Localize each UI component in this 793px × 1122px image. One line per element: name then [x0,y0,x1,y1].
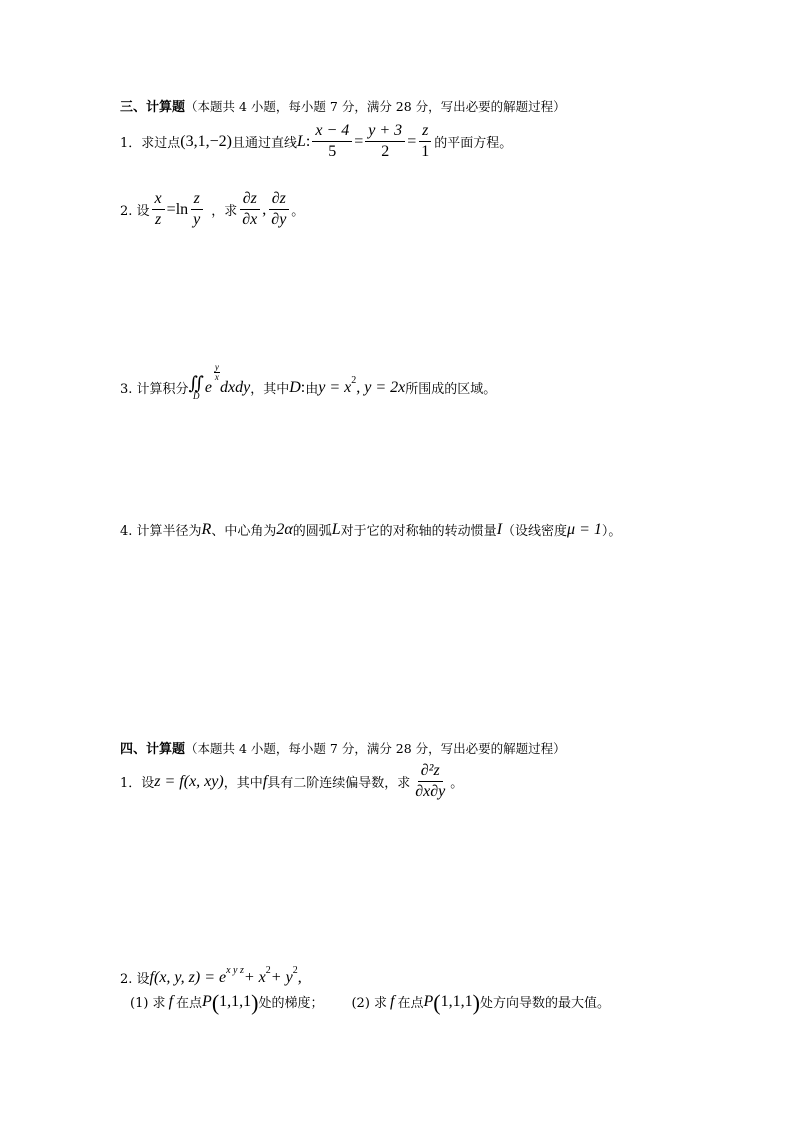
s3-question-4 [120,520,621,539]
section3-note: （本题共 4 小题，每小题 7 分，满分 28 分，写出必要的解题过程） [185,98,566,114]
s3q4-num: 4. 计算半径为 [120,524,202,539]
s4q2-part2-f: f [390,992,395,1010]
s4q2-part1-coords: 1,1,1 [219,992,252,1010]
s3q2-mid: ，求 [211,204,238,219]
section4-heading: 四、计算题 [120,742,186,757]
s3q3-exponent-frac: y x [214,361,219,382]
section4-note: （本题共 4 小题，每小题 7 分，满分 28 分，写出必要的解题过程） [185,740,566,756]
s4q2-part2-pre: (2) 求 [351,996,388,1011]
s3-question-1: 1．求过点 (3,1,−2) 且通过直线 L : $\frac{x - 4}{5}$ = $\frac{y + 3}{2}$ = $\frac{z}{1}$ 的平面方程。 [120,122,513,160]
s4q2-part2-tail: 处方向导数的最大值。 [479,996,610,1011]
s4q1-mid2: 具有二阶连续偏导数，求 [267,776,411,791]
s4q2-part2-coords: 1,1,1 [440,992,473,1010]
s3q4-radius: R [201,520,212,538]
s4-question-1 [120,762,463,801]
s3q3-region-pre: 由 [305,382,319,397]
s4q2-part1-tail: 处的梯度； [258,996,324,1011]
s4q2-func-lhs: f(x, y, z) = e [149,968,227,986]
s4q2-exponent: x y z [226,965,244,976]
s4q2-part1-mid: 在点 [176,996,203,1011]
s3q3-curve2: y = 2x [364,378,406,396]
s3q2-rhs: $\frac{z}{y}$ [190,190,203,229]
s3q1-tail: 的平面方程。 [434,136,513,151]
s3q3-exponential: e y x [204,361,219,396]
s4q1-f: f [262,772,268,790]
s4q1-num: 1．设 [120,776,155,791]
s3q3-region-label: D [289,378,301,396]
s3q1-point: (3,1,−2) [180,132,232,150]
section3-heading: 三、计算题 [120,100,186,115]
s3q4-arc: L [331,520,341,538]
double-integral-symbol: ∬ D [188,373,204,401]
s3q1-num: 1．求过点 [120,136,181,151]
s3q4-mid4: （设线密度 [502,524,568,539]
s3q3-mid: ，其中 [250,382,290,397]
s4-question-2: 2. 设 f(x, y, z) = e x y z + x 2 + y 2 , [120,965,302,987]
s3-question-2: 2. 设 $\frac{x}{z}$ = ln $\frac{z}{y}$ ，求 $\frac{\partial z}{\partial x}$ , $\frac{\partial z}{\partial y}$ 。 [120,190,305,228]
s3q3-integrand: dxdy [219,378,251,396]
s3q3-tail: 所围成的区域。 [405,382,497,397]
s4q2-part1-point: P [202,992,212,1010]
section3-heading-line [120,96,566,115]
s3q4-mid2: 的圆弧 [292,524,332,539]
section4-heading-line [120,738,566,757]
s3q2-tail: 。 [291,204,305,219]
s3q4-mid3: 对于它的对称轴的转动惯量 [340,524,497,539]
s3q1-frac1: $\frac{x - 4}{5}$ [312,122,352,161]
s3q1-mid: 且通过直线 [231,136,297,151]
s3q4-angle: 2α [276,520,293,538]
s3q2-num: 2. 设 [120,204,150,219]
s3q3-num: 3. 计算积分 [120,382,189,397]
s3q4-tail: ）。 [601,524,622,539]
s4q2-num: 2. 设 [120,972,150,987]
s3q1-line-label: L [296,132,306,150]
s4q2-part1-f: f [168,992,174,1010]
s4q1-tail: 。 [450,776,464,791]
s3q1-frac3: $\frac{z}{1}$ [418,122,432,161]
s3q4-density: μ = 1 [567,520,602,538]
s4q2-part2-mid: 在点 [397,996,424,1011]
s3q2-lhs: $\frac{x}{z}$ [152,190,165,229]
s4q2-part1-pre: (1) 求 [130,996,166,1011]
s3q2-ln: ln [175,200,189,218]
s4q1-func: z = f(x, xy) [154,772,224,790]
s4q2-part2-point: P [423,992,434,1010]
s4q1-mid: ，其中 [223,776,263,791]
s4q1-deriv: $\frac{\text{∂²z}}{\partial x\partial y}$ [415,762,446,800]
s3q4-mid1: 、中心角为 [211,524,277,539]
s3q2-deriv1: $\frac{\partial z}{\partial x}$ [239,190,260,229]
s4-question-2-parts: (1) 求 f 在点 P ( 1,1,1 ) 处的梯度； (2) 求 f 在点 P ( 1,1,1 ) 处方向导数的最大值。 [130,989,610,1015]
s3q2-deriv2: $\frac{\partial z}{\partial y}$ [268,190,289,229]
s3q1-frac2: $\frac{y + 3}{2}$ [365,122,405,161]
s3q4-inertia: I [496,520,503,538]
s3q3-curve1: y = x [318,378,352,396]
s3-question-3: 3. 计算积分 ∬ D e y x dxdy ，其中 D : 由 y = x 2 , y = 2x 所围成的区域。 [120,361,497,401]
